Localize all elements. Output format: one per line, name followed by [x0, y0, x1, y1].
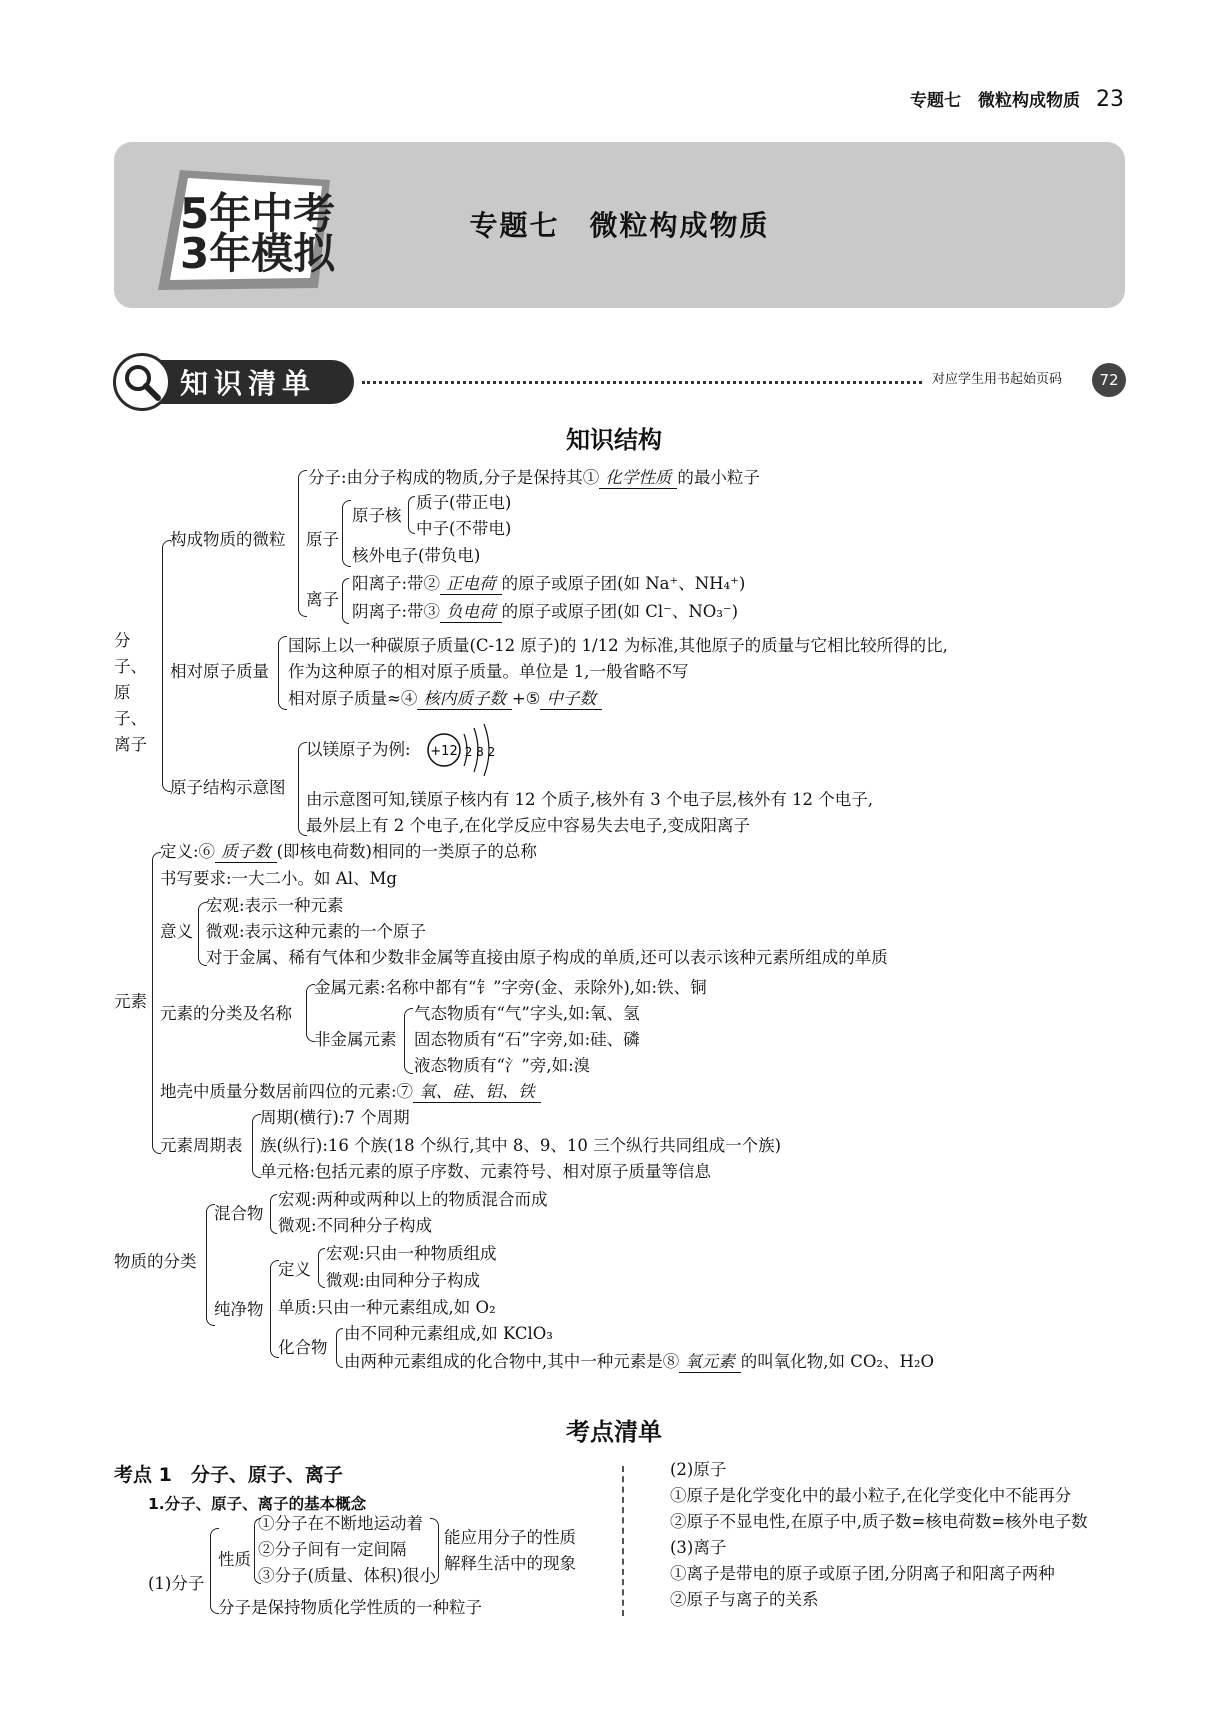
book-logo	[140, 140, 340, 300]
apply-line1: 能应用分子的性质	[444, 1528, 576, 1547]
atom-label: 原子	[306, 530, 339, 549]
compound-line2: 由两种元素组成的化合物中,其中一种元素是⑧ 氧元素 的叫氧化物,如 CO₂、H₂O	[344, 1352, 935, 1371]
element-def: 定义:⑥ 质子数 (即核电荷数)相同的一类原子的总称	[160, 842, 537, 861]
knowledge-label: 知识清单	[180, 367, 317, 400]
exam-title: 考点清单	[566, 1418, 662, 1446]
diagram-line3: 最外层上有 2 个电子,在化学反应中容易失去电子,变成阳离子	[306, 816, 750, 835]
brace-nonmetal	[404, 1008, 413, 1074]
neutron-line: 中子(不带电)	[416, 519, 512, 538]
electron-line: 核外电子(带负电)	[352, 546, 481, 565]
brace-nucleus	[408, 496, 415, 534]
brace-compound	[336, 1328, 343, 1368]
brace-ion	[342, 578, 349, 624]
rel-mass-line1: 国际上以一种碳原子质量(C-12 原子)的 1/12 为标准,其他原子的质量与它相比较所得的比,	[288, 636, 948, 655]
mixture-micro: 微观:不同种分子构成	[278, 1216, 433, 1235]
molecule-def: 分子是保持物质化学性质的一种粒子	[218, 1598, 482, 1617]
gas-line: 气态物质有“气”字头,如:氧、氢	[414, 1004, 640, 1023]
element-write: 书写要求:一大二小。如 Al、Mg	[160, 869, 397, 888]
brace-element	[152, 852, 161, 1154]
right-line4: (3)离子	[670, 1538, 727, 1557]
right-line1: (2)原子	[670, 1460, 727, 1479]
meaning-extra: 对于金属、稀有气体和少数非金属等直接由原子构成的单质,还可以表示该种元素所组成的单质	[206, 948, 888, 967]
exam-sub1: 1.分子、原子、离子的基本概念	[148, 1495, 367, 1513]
logo-line2: 3年模拟	[180, 229, 336, 278]
banner-title: 专题七 微粒构成物质	[469, 209, 770, 242]
svg-text:+12: +12	[430, 744, 458, 759]
column-divider	[622, 1466, 624, 1616]
pure-macro: 宏观:只由一种物质组成	[326, 1244, 497, 1263]
brace-pure-def	[318, 1248, 325, 1288]
mixture-macro: 宏观:两种或两种以上的物质混合而成	[278, 1190, 548, 1209]
cation-line: 阳离子:带② 正电荷 的原子或原子团(如 Na⁺、NH₄⁺)	[352, 574, 746, 593]
running-title: 专题七 微粒构成物质	[910, 91, 1080, 111]
ion-label: 离子	[306, 590, 339, 609]
mg-atom-diagram	[422, 720, 502, 776]
running-head	[910, 86, 1124, 112]
diagram-line2: 由示意图可知,镁原子核内有 12 个质子,核外有 3 个电子层,核外有 12 个电子,	[306, 790, 873, 809]
nucleus-label: 原子核	[352, 506, 402, 525]
brace-apply	[430, 1518, 439, 1584]
right-line3: ②原子不显电性,在原子中,质子数=核电荷数=核外电子数	[670, 1512, 1088, 1531]
svg-text:2 8 2: 2 8 2	[464, 745, 496, 759]
compound-label: 化合物	[278, 1338, 328, 1357]
class-label: 元素的分类及名称	[160, 1004, 292, 1023]
micro-label: 构成物质的微粒	[170, 530, 286, 549]
property-2: ②分子间有一定间隔	[258, 1540, 407, 1559]
logo-line1: 5年中考	[180, 189, 336, 238]
page-number: 23	[1096, 87, 1124, 112]
page-ref-number: 72	[1092, 363, 1126, 397]
root-particles: 分子、 原子、 离子	[114, 631, 147, 754]
right-line5: ①离子是带电的原子或原子团,分阴离子和阳离子两种	[670, 1564, 1055, 1583]
proton-line: 质子(带正电)	[416, 493, 512, 512]
group-line: 族(纵行):16 个族(18 个纵行,其中 8、9、10 三个纵行共同组成一个族)	[260, 1136, 782, 1155]
right-line2: ①原子是化学变化中的最小粒子,在化学变化中不能再分	[670, 1486, 1072, 1505]
meaning-micro: 微观:表示这种元素的一个原子	[206, 922, 427, 941]
pure-def-label: 定义	[278, 1260, 311, 1279]
meaning-label: 意义	[160, 922, 193, 941]
magnifier-icon	[113, 353, 171, 411]
property-label: 性质	[218, 1550, 251, 1569]
mixture-label: 混合物	[214, 1204, 264, 1223]
right-line6: ②原子与离子的关系	[670, 1590, 819, 1609]
simple-line: 单质:只由一种元素组成,如 O₂	[278, 1298, 496, 1317]
nonmetal-label: 非金属元素	[314, 1030, 397, 1049]
brace-rel-mass	[278, 636, 287, 710]
rel-mass-line3: 相对原子质量≈④ 核内质子数 +⑤ 中子数	[288, 689, 602, 710]
property-3: ③分子(质量、体积)很小	[258, 1566, 436, 1585]
meaning-macro: 宏观:表示一种元素	[206, 896, 344, 915]
diagram-label: 原子结构示意图	[170, 778, 286, 797]
page-ref-label: 对应学生用书起始页码	[932, 372, 1063, 387]
diagram-example: 以镁原子为例:	[306, 740, 411, 759]
table-label: 元素周期表	[160, 1136, 243, 1155]
solid-line: 固态物质有“石”字旁,如:硅、磷	[414, 1030, 640, 1049]
liquid-line: 液态物质有“氵”旁,如:溴	[414, 1056, 591, 1075]
molecule-label: (1)分子	[148, 1574, 205, 1593]
brace-mixture	[270, 1194, 277, 1234]
element-label: 元素	[114, 992, 147, 1011]
rel-mass-label: 相对原子质量	[170, 662, 269, 681]
exam-point1: 考点 1 分子、原子、离子	[114, 1464, 343, 1486]
metal-line: 金属元素:名称中都有“钅”字旁(金、汞除外),如:铁、铜	[314, 978, 707, 997]
matter-label: 物质的分类	[114, 1252, 197, 1271]
brace-atom	[342, 500, 351, 567]
apply-line2: 解释生活中的现象	[444, 1554, 576, 1573]
structure-title: 知识结构	[566, 426, 662, 454]
crust-line: 地壳中质量分数居前四位的元素:⑦ 氧、硅、铝、铁	[160, 1082, 541, 1103]
cell-line: 单元格:包括元素的原子序数、元素符号、相对原子质量等信息	[260, 1162, 712, 1181]
pure-label: 纯净物	[214, 1300, 264, 1319]
molecule-line: 分子:由分子构成的物质,分子是保持其① 化学性质 的最小粒子	[308, 468, 760, 487]
pure-micro: 微观:由同种分子构成	[326, 1271, 481, 1290]
dotted-leader	[362, 381, 922, 384]
compound-line1: 由不同种元素组成,如 KClO₃	[344, 1324, 553, 1343]
rel-mass-line2: 作为这种原子的相对原子质量。单位是 1,一般省略不写	[288, 662, 689, 681]
anion-line: 阴离子:带③ 负电荷 的原子或原子团(如 Cl⁻、NO₃⁻)	[352, 602, 739, 621]
period-line: 周期(横行):7 个周期	[260, 1108, 410, 1127]
property-1: ①分子在不断地运动着	[258, 1514, 423, 1533]
